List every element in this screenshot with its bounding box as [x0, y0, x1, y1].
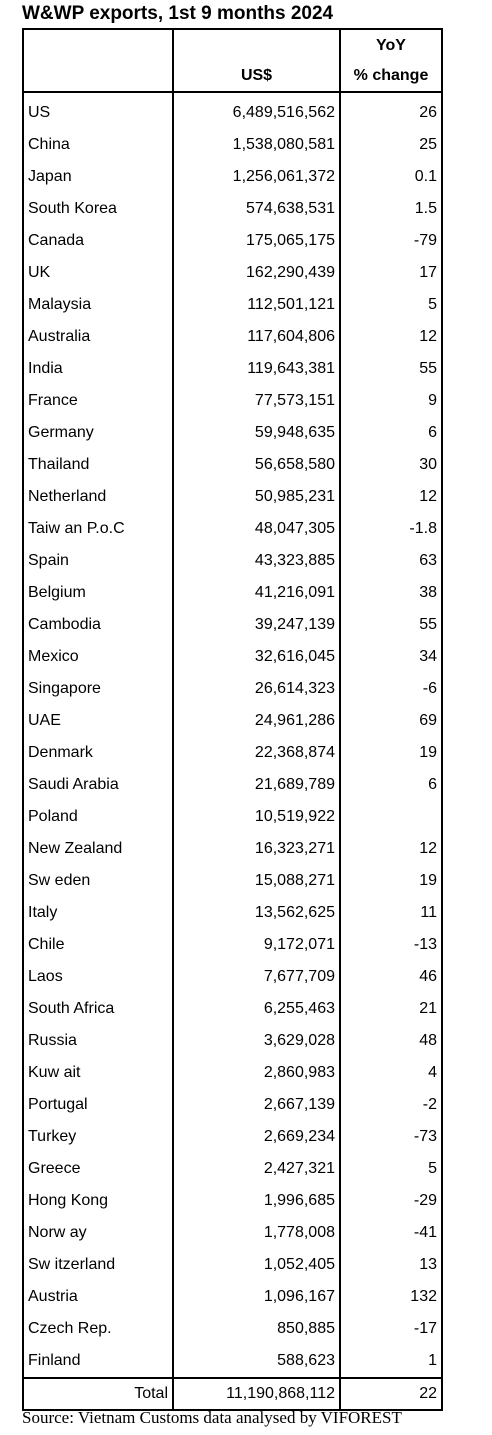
table-row — [23, 449, 442, 481]
yoy-change-cell: 12 — [340, 321, 442, 353]
usd-value-cell: 10,519,922 — [173, 801, 340, 833]
table-row — [23, 321, 442, 353]
table-row — [23, 193, 442, 225]
yoy-change-cell: 1.5 — [340, 193, 442, 225]
yoy-change-cell: 19 — [340, 865, 442, 897]
table-row — [23, 1217, 442, 1249]
country-cell: Norw ay — [23, 1217, 173, 1249]
table-row — [23, 1089, 442, 1121]
country-cell: Denmark — [23, 737, 173, 769]
country-cell: Thailand — [23, 449, 173, 481]
country-cell: Turkey — [23, 1121, 173, 1153]
country-cell: France — [23, 385, 173, 417]
yoy-change-cell: 26 — [340, 92, 442, 129]
yoy-change-cell: 34 — [340, 641, 442, 673]
table-row — [23, 257, 442, 289]
usd-value-cell: 1,096,167 — [173, 1281, 340, 1313]
table-row — [23, 929, 442, 961]
yoy-change-cell: -13 — [340, 929, 442, 961]
country-cell: Spain — [23, 545, 173, 577]
table-title: W&WP exports, 1st 9 months 2024 — [22, 3, 334, 24]
usd-value-cell: 2,667,139 — [173, 1089, 340, 1121]
total-usd: 11,190,868,112 — [173, 1378, 340, 1410]
country-cell: Kuw ait — [23, 1057, 173, 1089]
usd-value-cell: 43,323,885 — [173, 545, 340, 577]
table-row — [23, 993, 442, 1025]
country-cell: Sw itzerland — [23, 1249, 173, 1281]
total-yoy: 22 — [340, 1378, 442, 1410]
table-row — [23, 865, 442, 897]
country-cell: Canada — [23, 225, 173, 257]
table-row — [23, 513, 442, 545]
yoy-change-cell: 63 — [340, 545, 442, 577]
yoy-change-cell: 132 — [340, 1281, 442, 1313]
usd-value-cell: 24,961,286 — [173, 705, 340, 737]
yoy-change-cell: 5 — [340, 1153, 442, 1185]
yoy-change-cell: 19 — [340, 737, 442, 769]
usd-value-cell: 175,065,175 — [173, 225, 340, 257]
yoy-change-cell: 6 — [340, 417, 442, 449]
usd-value-cell: 41,216,091 — [173, 577, 340, 609]
usd-value-cell: 22,368,874 — [173, 737, 340, 769]
country-cell: Taiw an P.o.C — [23, 513, 173, 545]
country-cell: Belgium — [23, 577, 173, 609]
table-row — [23, 1281, 442, 1313]
header-country-bottom — [23, 61, 173, 92]
table-row — [23, 92, 442, 129]
yoy-change-cell — [340, 801, 442, 833]
usd-value-cell: 56,658,580 — [173, 449, 340, 481]
country-cell: Netherland — [23, 481, 173, 513]
yoy-change-cell: 48 — [340, 1025, 442, 1057]
yoy-change-cell: 25 — [340, 129, 442, 161]
table-row — [23, 1121, 442, 1153]
total-label: Total — [23, 1378, 173, 1410]
table-row — [23, 161, 442, 193]
country-cell: Portugal — [23, 1089, 173, 1121]
table-row — [23, 545, 442, 577]
yoy-change-cell: -6 — [340, 673, 442, 705]
usd-value-cell: 9,172,071 — [173, 929, 340, 961]
table-row — [23, 1249, 442, 1281]
usd-value-cell: 21,689,789 — [173, 769, 340, 801]
usd-value-cell: 77,573,151 — [173, 385, 340, 417]
usd-value-cell: 7,677,709 — [173, 961, 340, 993]
country-cell: India — [23, 353, 173, 385]
usd-value-cell: 1,996,685 — [173, 1185, 340, 1217]
yoy-change-cell: 30 — [340, 449, 442, 481]
usd-value-cell: 574,638,531 — [173, 193, 340, 225]
usd-value-cell: 2,427,321 — [173, 1153, 340, 1185]
exports-table — [22, 28, 443, 1411]
country-cell: Saudi Arabia — [23, 769, 173, 801]
table-row — [23, 673, 442, 705]
table-row — [23, 577, 442, 609]
country-cell: Finland — [23, 1345, 173, 1378]
country-cell: Czech Rep. — [23, 1313, 173, 1345]
table-row — [23, 1153, 442, 1185]
yoy-change-cell: 46 — [340, 961, 442, 993]
country-cell: Singapore — [23, 673, 173, 705]
country-cell: Germany — [23, 417, 173, 449]
country-cell: New Zealand — [23, 833, 173, 865]
usd-value-cell: 117,604,806 — [173, 321, 340, 353]
yoy-change-cell: 0.1 — [340, 161, 442, 193]
usd-value-cell: 850,885 — [173, 1313, 340, 1345]
country-cell: Greece — [23, 1153, 173, 1185]
yoy-change-cell: -29 — [340, 1185, 442, 1217]
usd-value-cell: 48,047,305 — [173, 513, 340, 545]
usd-value-cell: 59,948,635 — [173, 417, 340, 449]
usd-value-cell: 1,778,008 — [173, 1217, 340, 1249]
usd-value-cell: 32,616,045 — [173, 641, 340, 673]
table-row — [23, 1185, 442, 1217]
source-note: Source: Vietnam Customs data analysed by VIFOREST — [22, 1408, 402, 1427]
country-cell: Russia — [23, 1025, 173, 1057]
table-row — [23, 1025, 442, 1057]
yoy-change-cell: 38 — [340, 577, 442, 609]
yoy-change-cell: 9 — [340, 385, 442, 417]
table-row — [23, 1345, 442, 1378]
country-cell: Chile — [23, 929, 173, 961]
country-cell: South Africa — [23, 993, 173, 1025]
country-cell: Austria — [23, 1281, 173, 1313]
header-row-top — [23, 29, 442, 61]
table-row — [23, 801, 442, 833]
table-row — [23, 609, 442, 641]
usd-value-cell: 16,323,271 — [173, 833, 340, 865]
yoy-change-cell: 55 — [340, 353, 442, 385]
country-cell: US — [23, 92, 173, 129]
table-row — [23, 897, 442, 929]
country-cell: Laos — [23, 961, 173, 993]
yoy-change-cell: 21 — [340, 993, 442, 1025]
usd-value-cell: 50,985,231 — [173, 481, 340, 513]
yoy-change-cell: -1.8 — [340, 513, 442, 545]
header-usd-top — [173, 29, 340, 61]
usd-value-cell: 3,629,028 — [173, 1025, 340, 1057]
table-row — [23, 225, 442, 257]
yoy-change-cell: 5 — [340, 289, 442, 321]
country-cell: UK — [23, 257, 173, 289]
yoy-change-cell: -41 — [340, 1217, 442, 1249]
table-row — [23, 481, 442, 513]
usd-value-cell: 162,290,439 — [173, 257, 340, 289]
table-row — [23, 737, 442, 769]
usd-value-cell: 6,489,516,562 — [173, 92, 340, 129]
usd-value-cell: 1,538,080,581 — [173, 129, 340, 161]
usd-value-cell: 1,052,405 — [173, 1249, 340, 1281]
table-row — [23, 353, 442, 385]
usd-value-cell: 26,614,323 — [173, 673, 340, 705]
country-cell: Italy — [23, 897, 173, 929]
yoy-change-cell: -2 — [340, 1089, 442, 1121]
yoy-change-cell: 12 — [340, 833, 442, 865]
yoy-change-cell: 6 — [340, 769, 442, 801]
table-row — [23, 961, 442, 993]
country-cell: South Korea — [23, 193, 173, 225]
table-header — [23, 29, 442, 92]
table-row — [23, 289, 442, 321]
table-row — [23, 1313, 442, 1345]
country-cell: Sw eden — [23, 865, 173, 897]
table-footer — [23, 1378, 442, 1410]
country-cell: Mexico — [23, 641, 173, 673]
usd-value-cell: 13,562,625 — [173, 897, 340, 929]
usd-value-cell: 39,247,139 — [173, 609, 340, 641]
usd-value-cell: 112,501,121 — [173, 289, 340, 321]
table-row — [23, 769, 442, 801]
table-row — [23, 833, 442, 865]
table-row — [23, 417, 442, 449]
header-yoy-top: YoY — [340, 29, 442, 61]
country-cell: Hong Kong — [23, 1185, 173, 1217]
country-cell: Malaysia — [23, 289, 173, 321]
usd-value-cell: 2,860,983 — [173, 1057, 340, 1089]
yoy-change-cell: 69 — [340, 705, 442, 737]
usd-value-cell: 2,669,234 — [173, 1121, 340, 1153]
table-row — [23, 1057, 442, 1089]
country-cell: UAE — [23, 705, 173, 737]
yoy-change-cell: 4 — [340, 1057, 442, 1089]
usd-value-cell: 15,088,271 — [173, 865, 340, 897]
yoy-change-cell: 17 — [340, 257, 442, 289]
country-cell: China — [23, 129, 173, 161]
usd-value-cell: 6,255,463 — [173, 993, 340, 1025]
usd-value-cell: 588,623 — [173, 1345, 340, 1378]
yoy-change-cell: 11 — [340, 897, 442, 929]
yoy-change-cell: 1 — [340, 1345, 442, 1378]
total-row — [23, 1378, 442, 1410]
table-row — [23, 385, 442, 417]
country-cell: Australia — [23, 321, 173, 353]
yoy-change-cell: 13 — [340, 1249, 442, 1281]
table-row — [23, 129, 442, 161]
country-cell: Cambodia — [23, 609, 173, 641]
usd-value-cell: 1,256,061,372 — [173, 161, 340, 193]
yoy-change-cell: -17 — [340, 1313, 442, 1345]
yoy-change-cell: 55 — [340, 609, 442, 641]
header-country-top — [23, 29, 173, 61]
header-usd: US$ — [173, 61, 340, 92]
country-cell: Poland — [23, 801, 173, 833]
country-cell: Japan — [23, 161, 173, 193]
yoy-change-cell: -79 — [340, 225, 442, 257]
table-row — [23, 705, 442, 737]
table-row — [23, 641, 442, 673]
header-yoy: % change — [340, 61, 442, 92]
table-body — [23, 92, 442, 1378]
yoy-change-cell: 12 — [340, 481, 442, 513]
yoy-change-cell: -73 — [340, 1121, 442, 1153]
header-row-bottom — [23, 61, 442, 92]
usd-value-cell: 119,643,381 — [173, 353, 340, 385]
